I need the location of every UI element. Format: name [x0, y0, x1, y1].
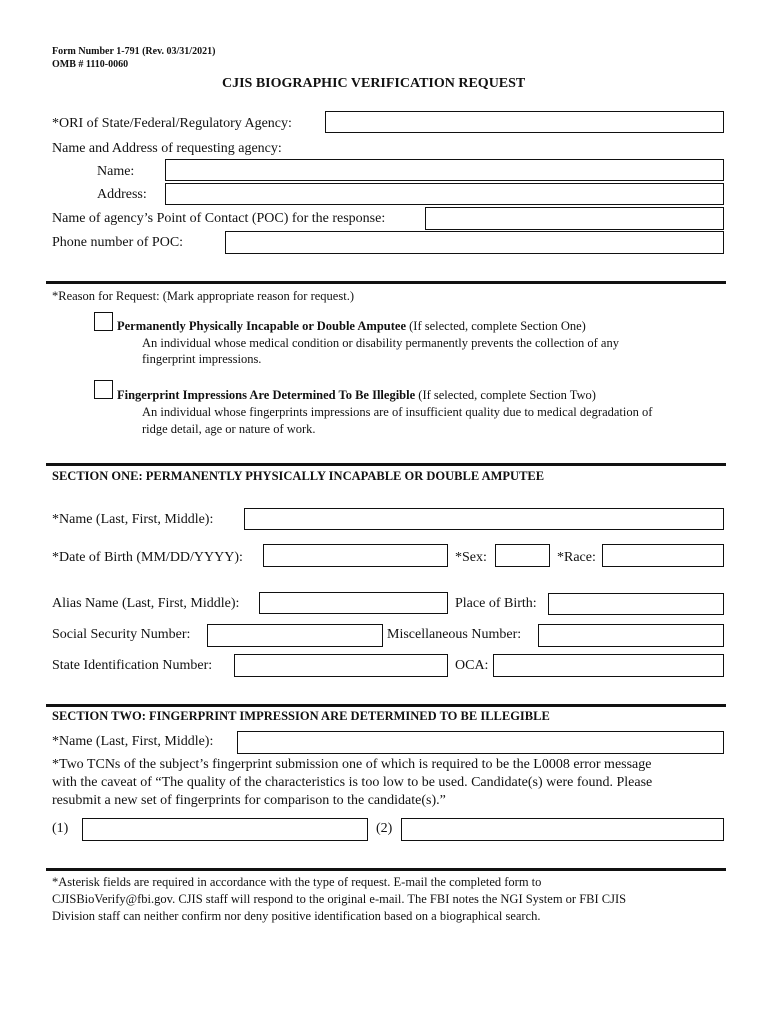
- ori-input[interactable]: [325, 111, 724, 133]
- reason-option2-desc2: ridge detail, age or nature of work.: [142, 422, 316, 436]
- page-title: CJIS BIOGRAPHIC VERIFICATION REQUEST: [222, 76, 526, 91]
- reason-option1-checkbox[interactable]: [94, 312, 113, 331]
- reason-option2-checkbox[interactable]: [94, 380, 113, 399]
- divider: [46, 704, 726, 707]
- tcn-instructions-1: *Two TCNs of the subject’s fingerprint submission one of which is required to be the L0008 error message: [52, 757, 652, 772]
- reason-option1-desc2: fingerprint impressions.: [142, 352, 262, 366]
- tcn1-input[interactable]: [82, 818, 368, 841]
- section-one-heading: SECTION ONE: PERMANENTLY PHYSICALLY INCAPABLE OR DOUBLE AMPUTEE: [52, 469, 545, 483]
- dob-label: *Date of Birth (MM/DD/YYYY):: [52, 550, 243, 565]
- s1-name-label: *Name (Last, First, Middle):: [52, 512, 214, 527]
- divider: [46, 463, 726, 466]
- divider: [46, 281, 726, 284]
- tcn-instructions-3: resubmit a new set of fingerprints for comparison to the candidate(s).”: [52, 793, 446, 808]
- race-input[interactable]: [602, 544, 724, 567]
- s1-name-input[interactable]: [244, 508, 724, 530]
- footer-note-2: CJISBioVerify@fbi.gov. CJIS staff will respond to the original e-mail. The FBI notes the NGI System or FBI CJIS: [52, 892, 627, 906]
- reason-option1-note: (If selected, complete Section One): [406, 319, 586, 333]
- reason-option2-line: [117, 388, 596, 403]
- misc-label: Miscellaneous Number:: [387, 627, 522, 642]
- poc-label: Name of agency’s Point of Contact (POC) for the response:: [52, 211, 386, 226]
- footer-note-3: Division staff can neither confirm nor deny positive identification based on a biographical search.: [52, 909, 541, 923]
- reason-option1-desc1: An individual whose medical condition or disability permanently prevents the collection of any: [142, 336, 619, 350]
- divider: [46, 868, 726, 871]
- oca-label: OCA:: [455, 658, 489, 673]
- s2-name-input[interactable]: [237, 731, 724, 754]
- alias-input[interactable]: [259, 592, 448, 614]
- name-address-label: Name and Address of requesting agency:: [52, 141, 282, 156]
- reason-option2-note: (If selected, complete Section Two): [415, 388, 596, 402]
- sex-input[interactable]: [495, 544, 550, 567]
- poc-input[interactable]: [425, 207, 724, 230]
- s2-name-label: *Name (Last, First, Middle):: [52, 734, 214, 749]
- ori-label: *ORI of State/Federal/Regulatory Agency:: [52, 116, 292, 131]
- dob-input[interactable]: [263, 544, 448, 567]
- tcn1-label: (1): [52, 821, 69, 836]
- agency-name-label: Name:: [97, 164, 135, 179]
- reason-option2-desc1: An individual whose fingerprints impressions are of insufficient quality due to medical degradation of: [142, 405, 653, 419]
- tcn2-input[interactable]: [401, 818, 724, 841]
- sid-label: State Identification Number:: [52, 658, 213, 673]
- tcn-instructions-2: with the caveat of “The quality of the characteristics is too low to be used. Candidate(s) were found. Please: [52, 775, 653, 790]
- agency-name-input[interactable]: [165, 159, 724, 181]
- pob-input[interactable]: [548, 593, 724, 615]
- sex-label: *Sex:: [455, 550, 487, 565]
- ssn-input[interactable]: [207, 624, 383, 647]
- oca-input[interactable]: [493, 654, 724, 677]
- alias-label: Alias Name (Last, First, Middle):: [52, 596, 240, 611]
- agency-address-label: Address:: [97, 187, 147, 202]
- misc-input[interactable]: [538, 624, 724, 647]
- phone-label: Phone number of POC:: [52, 235, 184, 250]
- footer-note-1: *Asterisk fields are required in accordance with the type of request. E-mail the completed form to: [52, 875, 542, 889]
- tcn2-label: (2): [376, 821, 393, 836]
- section-two-heading: SECTION TWO: FINGERPRINT IMPRESSION ARE DETERMINED TO BE ILLEGIBLE: [52, 709, 550, 723]
- race-label: *Race:: [557, 550, 596, 565]
- ssn-label: Social Security Number:: [52, 627, 191, 642]
- sid-input[interactable]: [234, 654, 448, 677]
- phone-input[interactable]: [225, 231, 724, 254]
- reason-label: *Reason for Request: (Mark appropriate reason for request.): [52, 289, 354, 303]
- reason-option1-title: Permanently Physically Incapable or Double Amputee: [117, 319, 407, 333]
- omb-number: OMB # 1110-0060: [52, 59, 129, 70]
- reason-option1-line: [117, 319, 586, 334]
- agency-address-input[interactable]: [165, 183, 724, 205]
- form-number: Form Number 1-791 (Rev. 03/31/2021): [52, 46, 216, 57]
- pob-label: Place of Birth:: [455, 596, 537, 611]
- reason-option2-title: Fingerprint Impressions Are Determined To Be Illegible: [117, 388, 416, 402]
